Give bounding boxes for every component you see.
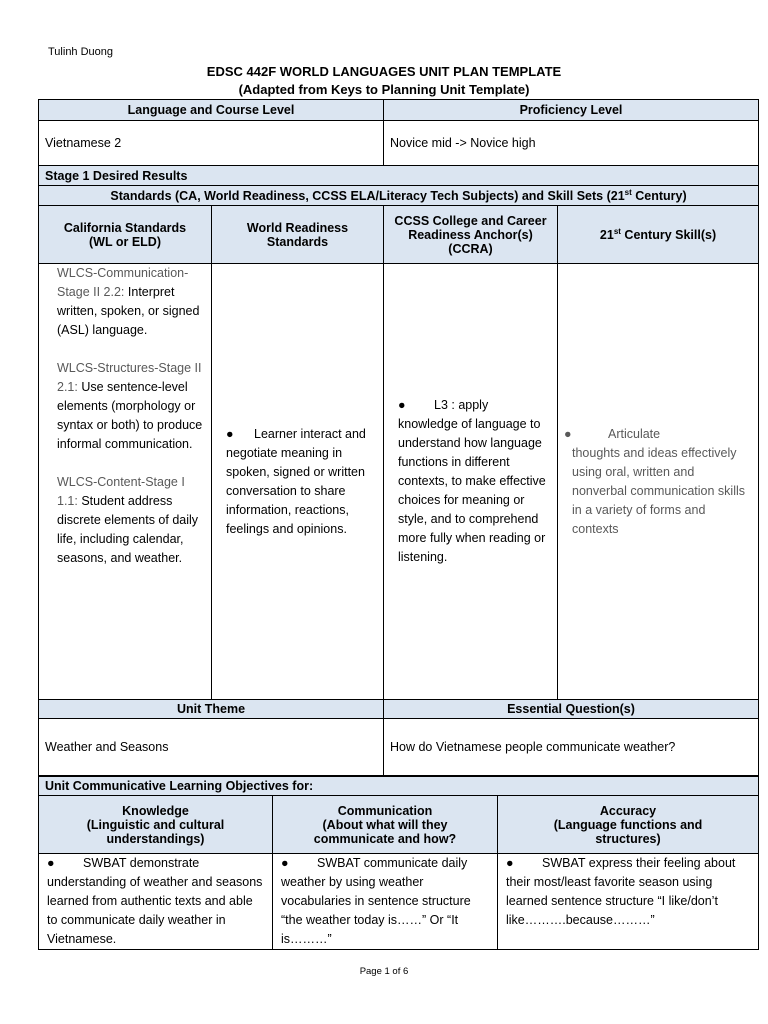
unit-theme-header: Unit Theme (39, 700, 384, 719)
bullet-icon: ● (398, 398, 406, 413)
unit-theme-value: Weather and Seasons (39, 719, 384, 776)
course-table (38, 99, 759, 166)
california-standards-cell (39, 264, 212, 700)
page-footer: Page 1 of 6 (359, 966, 409, 977)
ca-standard-3-label: WLCS-Content-Stage I 1.1: (57, 475, 185, 509)
standards-table (38, 165, 759, 700)
ca-standard-3-text: Student address discrete elements of daily life, including calendar, seasons, and weather. (57, 494, 199, 566)
proficiency-value: Novice mid -> Novice high (384, 121, 759, 166)
objectives-table (38, 776, 759, 950)
ca-standard-2-text: Use sentence-level elements (morphology or syntax or both) to produce informal communication. (57, 380, 203, 452)
knowledge-header: Knowledge (Linguistic and cultural understandings) (39, 796, 273, 854)
world-readiness-text: Learner interact and negotiate meaning in spoken, signed or written conversation to share information, reactions, feelings and opinions. (226, 426, 366, 536)
accuracy-header: Accuracy (Language functions and structures) (498, 796, 759, 854)
accuracy-text: SWBAT express their feeling about their most/least favorite season using learned sentence structure “I like/don’t like……….because………” (506, 856, 736, 927)
bullet-icon: ● (506, 856, 514, 870)
language-course-value: Vietnamese 2 (39, 121, 384, 166)
california-standards-header: California Standards (WL or ELD) (39, 206, 212, 264)
essential-question-value: How do Vietnamese people communicate weather? (384, 719, 759, 776)
theme-table (38, 699, 759, 776)
accuracy-cell (498, 854, 759, 950)
proficiency-header: Proficiency Level (384, 100, 759, 121)
ca-standard-1-text: Interpret written, spoken, or signed (ASL) language. (57, 285, 200, 338)
document-title: EDSC 442F WORLD LANGUAGES UNIT PLAN TEMPLATE (206, 64, 562, 79)
standards-title: Standards (CA, World Readiness, CCSS ELA/Literacy Tech Subjects) and Skill Sets (21st Century) (39, 186, 759, 206)
bullet-icon: ● (47, 856, 55, 870)
world-readiness-header: World Readiness Standards (212, 206, 384, 264)
bullet-icon: ● (281, 856, 289, 870)
ca-standard-1-label: WLCS-Communication-Stage II 2.2: (57, 266, 189, 300)
world-readiness-cell (212, 264, 384, 700)
bullet-icon: ● (564, 426, 572, 441)
ccra-text: L3 : apply knowledge of language to understand how language functions in different contexts, to make effective choices for meaning or style, and to comprehend more fully when reading or listening. (398, 398, 546, 565)
language-course-header: Language and Course Level (39, 100, 384, 121)
ccra-header: CCSS College and Career Readiness Anchor(s) (CCRA) (384, 206, 558, 264)
ccra-cell (384, 264, 558, 700)
century-skills-text: thoughts and ideas effectively using oral, written and nonverbal communication skills in a variety of forms and contexts (572, 445, 745, 536)
ca-standard-2-label: WLCS-Structures-Stage II 2.1: (57, 361, 202, 395)
stage1-label: Stage 1 Desired Results (39, 166, 759, 186)
century-skills-first: Articulate (608, 426, 661, 441)
communication-header: Communication (About what will they communicate and how? (273, 796, 498, 854)
communication-cell (273, 854, 498, 950)
bullet-icon: ● (226, 426, 234, 441)
knowledge-cell (39, 854, 273, 950)
communication-text: SWBAT communicate daily weather by using weather vocabularies in sentence structure “the weather today is……” Or “It is………” (281, 856, 471, 946)
document-subtitle: (Adapted from Keys to Planning Unit Template) (238, 82, 530, 97)
author-name: Tulinh Duong (48, 46, 114, 58)
century-skills-header: 21st Century Skill(s) (558, 206, 759, 264)
essential-question-header: Essential Question(s) (384, 700, 759, 719)
century-skills-cell (558, 264, 759, 700)
objectives-label: Unit Communicative Learning Objectives for: (39, 777, 759, 796)
knowledge-text: SWBAT demonstrate understanding of weather and seasons learned from authentic texts and able to communicate daily weather in Vietnamese. (47, 856, 263, 946)
